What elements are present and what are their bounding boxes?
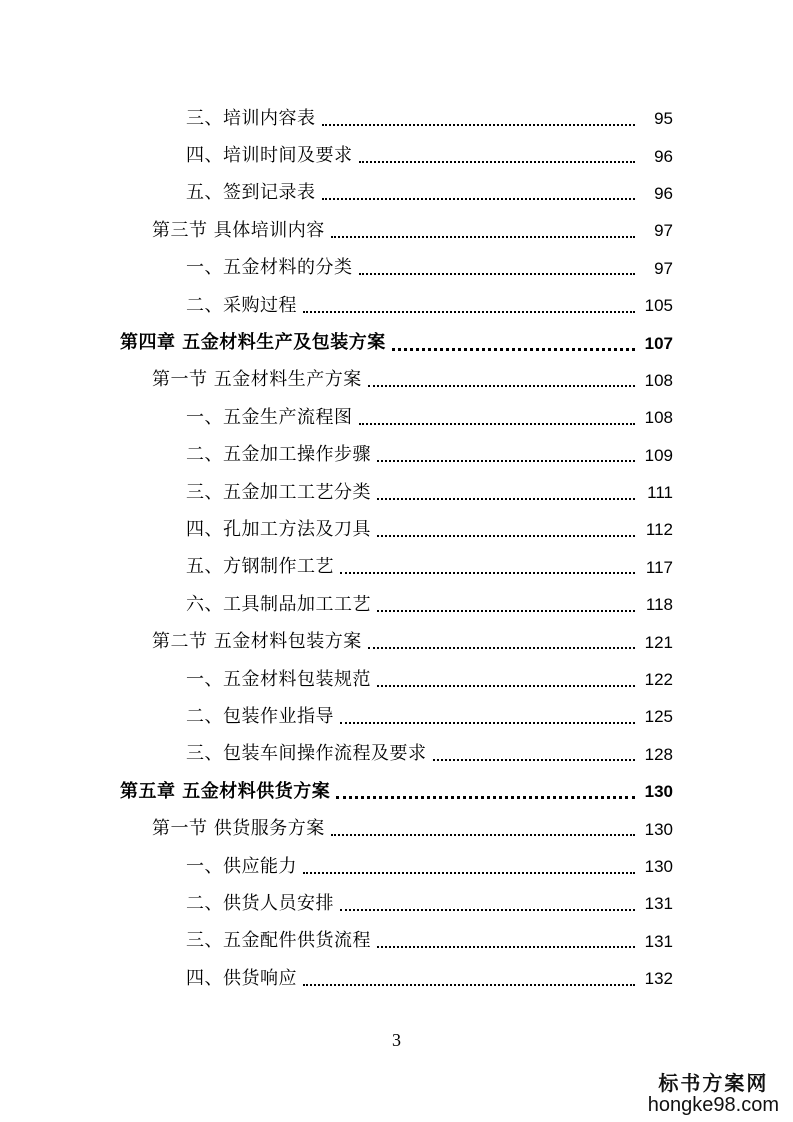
- toc-entry-page: 122: [644, 670, 673, 690]
- toc-entry[interactable]: [0, 698, 793, 735]
- dot-leader: [377, 946, 635, 948]
- toc-chapter-entry[interactable]: [0, 773, 793, 810]
- toc-entry[interactable]: [0, 848, 793, 885]
- toc-entry-label: 第三节 具体培训内容: [152, 219, 325, 241]
- toc-section-entry[interactable]: [0, 212, 793, 249]
- dot-leader: [377, 460, 635, 462]
- toc-entry-label: 五、方钢制作工艺: [186, 556, 334, 578]
- dot-leader: [322, 198, 636, 200]
- toc-entry[interactable]: [0, 287, 793, 324]
- watermark-url-text: hongke98.com: [647, 1094, 779, 1116]
- toc-entry-page: 128: [644, 744, 673, 764]
- site-watermark: [648, 1072, 779, 1116]
- dot-leader: [359, 423, 636, 425]
- toc-entry[interactable]: [0, 175, 793, 212]
- toc-entry-page: 117: [645, 557, 673, 577]
- dot-leader: [303, 311, 635, 313]
- toc-entry-page: 111: [647, 483, 673, 503]
- dot-leader: [359, 273, 636, 275]
- toc-entry[interactable]: [0, 100, 793, 137]
- toc-entry-page: 125: [644, 707, 673, 727]
- dot-leader: [377, 498, 635, 500]
- toc-entry-page: 131: [644, 931, 673, 951]
- toc-entry-page: 97: [654, 258, 673, 278]
- toc-entry-label: 五、签到记录表: [186, 182, 316, 204]
- toc-entry-label: 第二节 五金材料包装方案: [152, 631, 362, 653]
- dot-leader: [331, 834, 635, 836]
- toc-entry-label: 第五章 五金材料供货方案: [120, 780, 331, 802]
- dot-leader: [359, 161, 636, 163]
- page-number: 3: [392, 1030, 401, 1050]
- toc-entry-label: 二、供货人员安排: [186, 892, 334, 914]
- toc-entry-label: 三、培训内容表: [186, 107, 316, 129]
- toc-entry-page: 131: [644, 894, 673, 914]
- dot-leader: [368, 385, 635, 387]
- toc-entry[interactable]: [0, 511, 793, 548]
- dot-leader: [377, 685, 635, 687]
- toc-entry-label: 四、供货响应: [186, 967, 297, 989]
- dot-leader: [340, 572, 635, 574]
- toc-section-entry[interactable]: [0, 623, 793, 660]
- toc-entry[interactable]: [0, 399, 793, 436]
- toc-entry-label: 三、五金加工工艺分类: [186, 481, 371, 503]
- toc-entry[interactable]: [0, 661, 793, 698]
- toc-entry-label: 三、五金配件供货流程: [186, 930, 371, 952]
- toc-entry-label: 二、五金加工操作步骤: [186, 444, 371, 466]
- toc-entry-page: 107: [644, 333, 673, 353]
- toc-entry[interactable]: [0, 437, 793, 474]
- toc-entry-page: 132: [644, 969, 673, 989]
- toc-entry-page: 112: [645, 520, 673, 540]
- toc-entry-label: 一、五金材料包装规范: [186, 668, 371, 690]
- toc-entry-label: 一、供应能力: [186, 855, 297, 877]
- toc-entry-page: 130: [644, 819, 673, 839]
- toc-entry-label: 二、采购过程: [186, 294, 297, 316]
- toc-entry-page: 96: [654, 183, 673, 203]
- dot-leader: [340, 722, 635, 724]
- toc-entry-label: 三、包装车间操作流程及要求: [186, 743, 427, 765]
- toc-entry[interactable]: [0, 923, 793, 960]
- dot-leader: [322, 124, 636, 126]
- dot-leader: [303, 984, 635, 986]
- toc-entry-page: 130: [644, 782, 673, 802]
- dot-leader: [433, 759, 636, 761]
- toc-entry-label: 二、包装作业指导: [186, 705, 334, 727]
- toc-entry[interactable]: [0, 474, 793, 511]
- toc-entry-page: 105: [644, 296, 673, 316]
- dot-leader: [336, 796, 635, 799]
- toc-entry-page: 95: [654, 109, 673, 129]
- dot-leader: [331, 236, 635, 238]
- toc-entry-label: 六、工具制品加工工艺: [186, 593, 371, 615]
- toc-entry[interactable]: [0, 250, 793, 287]
- toc-entry[interactable]: [0, 960, 793, 997]
- toc-entry-label: 四、孔加工方法及刀具: [186, 518, 371, 540]
- toc-entry-page: 118: [645, 595, 673, 615]
- watermark-chinese-text: 标书方案网: [658, 1071, 769, 1095]
- toc-entry-page: 108: [644, 370, 673, 390]
- dot-leader: [340, 909, 635, 911]
- dot-leader: [368, 647, 635, 649]
- toc-entry-label: 一、五金生产流程图: [186, 406, 353, 428]
- toc-entry-label: 第一节 五金材料生产方案: [152, 369, 362, 391]
- dot-leader: [392, 348, 635, 351]
- toc-entry[interactable]: [0, 586, 793, 623]
- toc-entry-label: 四、培训时间及要求: [186, 145, 353, 167]
- toc-entry-page: 130: [644, 857, 673, 876]
- toc-entry-page: 108: [644, 408, 673, 428]
- toc-section-entry[interactable]: [0, 362, 793, 399]
- toc-entry-label: 一、五金材料的分类: [186, 257, 353, 279]
- dot-leader: [303, 872, 635, 874]
- toc-entry-label: 第一节 供货服务方案: [152, 818, 325, 840]
- toc-section-entry[interactable]: [0, 810, 793, 847]
- dot-leader: [377, 610, 635, 612]
- toc-entry-page: 96: [654, 146, 673, 166]
- toc-chapter-entry[interactable]: [0, 324, 793, 361]
- toc-entry-page: 109: [644, 445, 673, 465]
- toc-entry[interactable]: [0, 885, 793, 922]
- dot-leader: [377, 535, 635, 537]
- toc-entry-label: 第四章 五金材料生产及包装方案: [120, 332, 386, 354]
- toc-entry[interactable]: [0, 736, 793, 773]
- toc-entry-page: 121: [644, 632, 673, 652]
- toc-entry[interactable]: [0, 549, 793, 586]
- table-of-contents: [0, 100, 793, 997]
- toc-entry-page: 97: [654, 221, 673, 241]
- toc-entry[interactable]: [0, 137, 793, 174]
